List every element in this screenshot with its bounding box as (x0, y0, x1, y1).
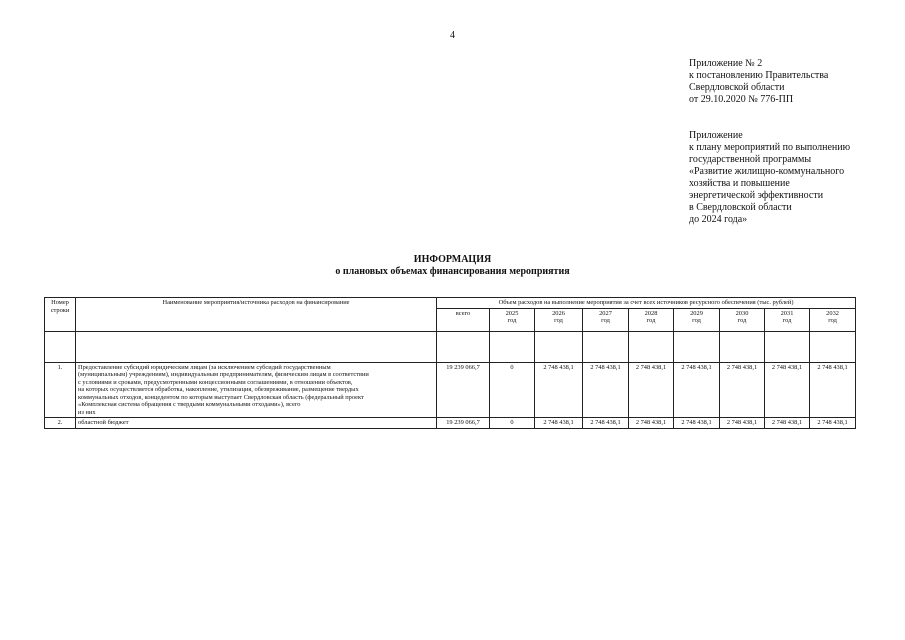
header-year: 2029 год (674, 308, 720, 331)
appendix-line: к плану мероприятий по выполнению (689, 142, 851, 153)
row-total: 19 239 066,7 (437, 418, 490, 429)
appendix-line: от 29.10.2020 № 776-ПП (689, 94, 794, 105)
row-number: 1. (45, 362, 76, 418)
appendix-line: государственной программы (689, 154, 812, 165)
page-number: 4 (450, 30, 455, 41)
row-value: 2 748 438,1 (535, 362, 583, 418)
appendix-line: к постановлению Правительства (689, 70, 829, 81)
header-row-number: Номер строки (45, 298, 76, 332)
row-name: Предоставление субсидий юридическим лицам (за исключением субсидий государственным (муниципальным) учреждениям), индивидуальным предпринимателям, физическим лицам в соответствии с условиями и сроками, предусмотренными концессионными соглашениями, в отношении объектов, на которых осуществляется обработка, накопление, утилизация, обезвреживание, размещение твердых коммунальных отходов, концедентом по которым выступает Свердловская область (федеральный проект «Комплексная система обращения с твердыми коммунальными отходами»), всего из них (76, 362, 437, 418)
row-value: 2 748 438,1 (629, 362, 674, 418)
row-total: 19 239 066,7 (437, 362, 490, 418)
header-name: Наименование мероприятия/источника расходов на финансирование (76, 298, 437, 332)
appendix-line: Свердловской области (689, 82, 785, 93)
document-subtitle: о плановых объемах финансирования мероприятия (335, 266, 570, 277)
header-year: 2025 год (490, 308, 535, 331)
row-value: 2 748 438,1 (765, 362, 810, 418)
row-value: 2 748 438,1 (765, 418, 810, 429)
appendix-line: Приложение № 2 (689, 58, 763, 69)
table-row (45, 418, 856, 429)
appendix-line: до 2024 года» (689, 214, 748, 225)
appendix-line: в Свердловской области (689, 202, 792, 213)
row-value: 0 (490, 418, 535, 429)
row-number: 2. (45, 418, 76, 429)
document-title: ИНФОРМАЦИЯ (413, 254, 492, 265)
financing-table (44, 297, 856, 429)
header-year: 2026 год (535, 308, 583, 331)
appendix-line: «Развитие жилищно-коммунального (689, 166, 845, 177)
header-year: 2032 год (810, 308, 856, 331)
row-value: 2 748 438,1 (810, 418, 856, 429)
row-value: 2 748 438,1 (583, 362, 629, 418)
row-value: 2 748 438,1 (674, 418, 720, 429)
header-spacer-row (45, 331, 856, 362)
row-value: 2 748 438,1 (674, 362, 720, 418)
appendix-subheader (689, 130, 850, 226)
row-value: 0 (490, 362, 535, 418)
row-name: областной бюджет (76, 418, 437, 429)
row-value: 2 748 438,1 (720, 418, 765, 429)
appendix-line: Приложение (689, 130, 743, 141)
header-total: всего (437, 308, 490, 331)
appendix-header (689, 58, 828, 106)
header-volume: Объем расходов на выполнение мероприятия за счет всех источников ресурсного обеспечения (тыс. рублей) (437, 298, 856, 309)
header-year: 2030 год (720, 308, 765, 331)
row-value: 2 748 438,1 (629, 418, 674, 429)
row-value: 2 748 438,1 (535, 418, 583, 429)
header-year: 2031 год (765, 308, 810, 331)
appendix-line: хозяйства и повышение (689, 178, 790, 189)
header-year: 2027 год (583, 308, 629, 331)
header-year: 2028 год (629, 308, 674, 331)
table-row (45, 362, 856, 418)
appendix-line: энергетической эффективности (689, 190, 824, 201)
row-value: 2 748 438,1 (810, 362, 856, 418)
row-value: 2 748 438,1 (583, 418, 629, 429)
row-value: 2 748 438,1 (720, 362, 765, 418)
